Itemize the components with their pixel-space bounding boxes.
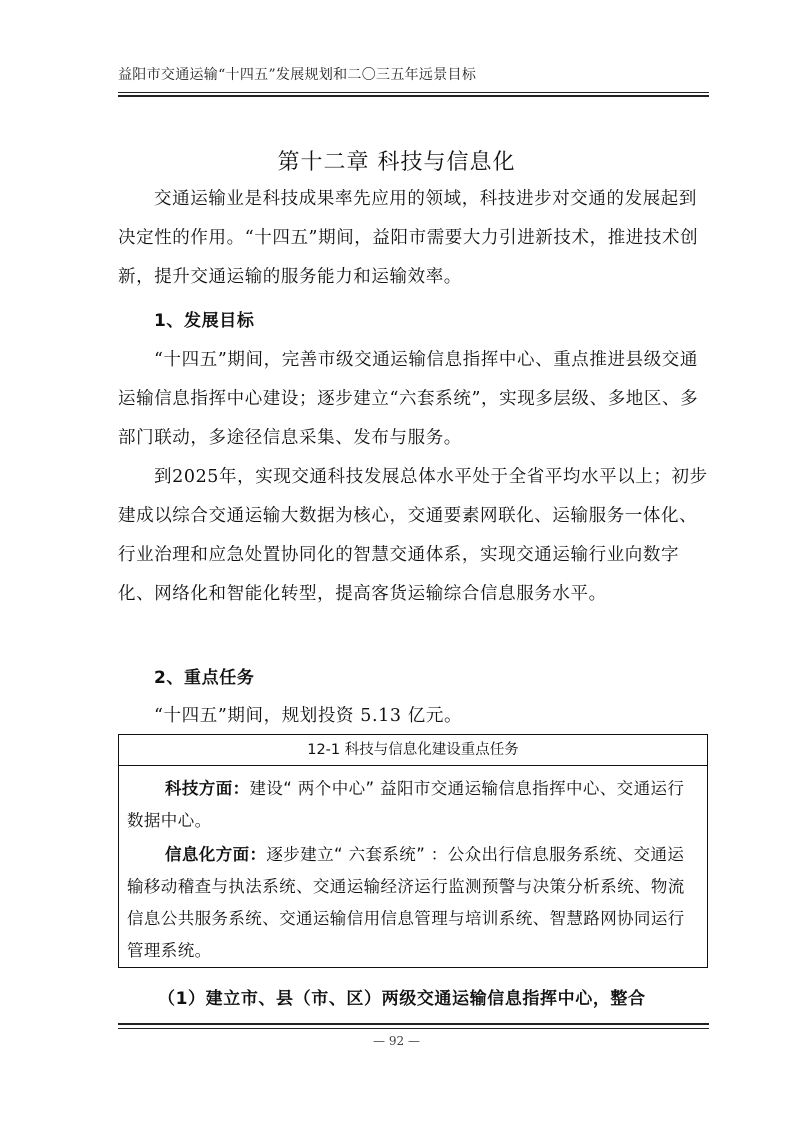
goals-paragraph-2: 到2025年，实现交通科技发展总体水平处于全省平均水平以上；初步建成以综合交通运输大数据为核心，交通要素网联化、运输服务一体化、行业治理和应急处置协同化的智慧交通体系，实现交通运输行业向数字化、网络化和智能化转型，提高客货运输综合信息服务水平。 [118,467,708,604]
footer-rule-thin [118,1028,709,1029]
goals-paragraph-1: “十四五”期间，完善市级交通运输信息指挥中心、重点推进县级交通运输信息指挥中心建设；逐步建立“六套系统”，实现多层级、多地区、多部门联动，多途径信息采集、发布与服务。 [118,350,699,448]
tech-task-text [127,773,699,837]
intro-paragraph: 交通运输业是科技成果率先应用的领域，科技进步对交通的发展起到决定性的作用。“十四五”期间，益阳市需要大力引进新技术，推进技术创新，提升交通运输的服务能力和运输效率。 [118,189,699,287]
key-tasks-box [118,734,708,968]
info-task-text [127,839,699,967]
header-rule-thick [118,95,709,97]
info-task-label: 信息化方面： [165,845,267,864]
tech-task-body: 建设“ 两个中心” 益阳市交通运输信息指挥中心、交通运行数据中心。 [127,779,685,830]
section-heading-tasks: 2、重点任务 [154,668,255,688]
subsection-heading: （1）建立市、县（市、区）两级交通运输信息指挥中心，整合 [158,989,646,1009]
key-tasks-box-title: 12-1 科技与信息化建设重点任务 [119,735,707,766]
running-header: 益阳市交通运输“十四五”发展规划和二〇三五年远景目标 [118,67,477,83]
page-number: — 92 — [373,1034,420,1048]
header-rule-thin [118,92,709,93]
investment-paragraph: “十四五”期间，规划投资 5.13 亿元。 [154,706,463,726]
info-task-body: 逐步建立“ 六套系统” ：公众出行信息服务系统、交通运输移动稽查与执法系统、交通运输经济运行监测预警与决策分析系统、物流信息公共服务系统、交通运输信用信息管理与培训系统、智慧路网协同运行管理系统。 [127,845,685,960]
tech-task-label: 科技方面： [165,779,250,798]
chapter-title: 第十二章 科技与信息化 [277,149,516,175]
footer-rule-thick [118,1023,709,1025]
section-heading-goals: 1、发展目标 [154,311,255,331]
